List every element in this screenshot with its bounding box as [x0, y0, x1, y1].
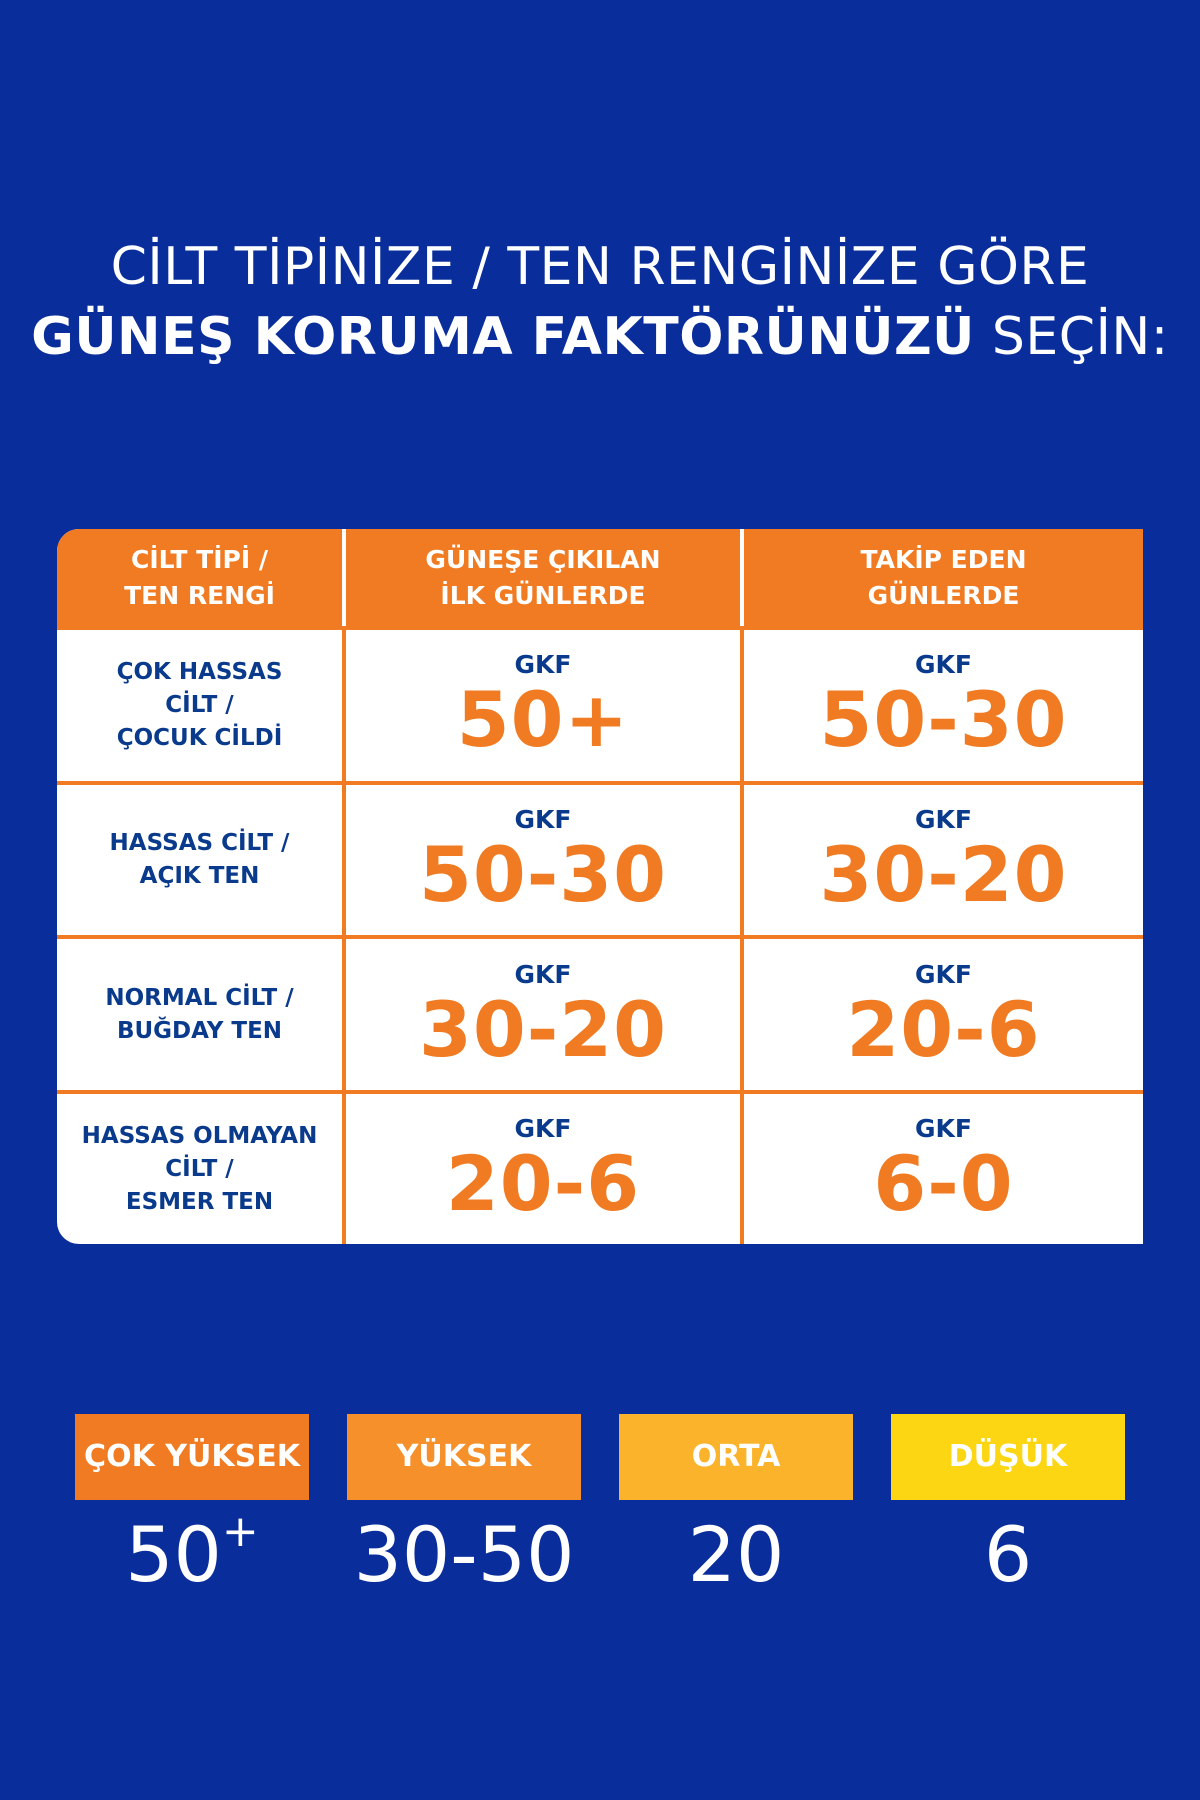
legend-value-number: 30-50 [353, 1510, 575, 1599]
header-following-days: TAKİP EDEN GÜNLERDE [742, 529, 1143, 628]
spf-value: 20-6 [846, 984, 1041, 1074]
heading-bold-text: GÜNEŞ KORUMA FAKTÖRÜNÜZÜ [31, 307, 975, 367]
legend-value [619, 1510, 853, 1600]
row-label: HASSAS CİLT / AÇIK TEN [57, 783, 344, 938]
heading-line-2 [0, 302, 1200, 372]
heading-regular-text: SEÇİN: [974, 307, 1169, 367]
cell-first-days [344, 783, 742, 938]
legend-item-high [347, 1414, 581, 1600]
cell-following-days [742, 937, 1143, 1092]
spf-value: 20-6 [445, 1139, 641, 1228]
spf-value: 50-30 [819, 675, 1068, 765]
legend-badge [347, 1414, 581, 1500]
legend-badge [891, 1414, 1125, 1500]
gkf-label: GKF [514, 959, 572, 989]
cell-following-days [742, 628, 1143, 783]
gkf-label: GKF [915, 805, 972, 834]
spf-value: 30-20 [819, 830, 1068, 919]
table-row [57, 628, 1143, 783]
table-row [57, 937, 1143, 1092]
gkf-label: GKF [915, 650, 972, 680]
spf-value: 30-20 [418, 984, 668, 1074]
heading-line-1: CİLT TİPİNİZE / TEN RENGİNİZE GÖRE [110, 237, 1090, 297]
table-row [57, 783, 1143, 938]
page-heading [0, 232, 1200, 372]
gkf-label: GKF [514, 650, 572, 680]
row-label: NORMAL CİLT / BUĞDAY TEN [57, 937, 344, 1092]
spf-value: 50+ [456, 675, 630, 765]
spf-value: 50-30 [418, 830, 668, 919]
legend-label: DÜŞÜK [948, 1439, 1068, 1474]
header-first-days: GÜNEŞE ÇIKILAN İLK GÜNLERDE [344, 529, 742, 628]
gkf-label: GKF [514, 1114, 572, 1143]
row-label: ÇOK HASSAS CİLT / ÇOCUK CİLDİ [57, 628, 344, 783]
spf-table [57, 529, 1143, 1244]
cell-first-days [344, 628, 742, 783]
spf-value: 6-0 [873, 1139, 1014, 1228]
table-row [57, 1092, 1143, 1244]
legend-value [347, 1510, 581, 1600]
gkf-label: GKF [915, 959, 972, 989]
legend-badge [619, 1414, 853, 1500]
legend-badge [75, 1414, 309, 1500]
legend-value [75, 1506, 309, 1600]
legend-label: YÜKSEK [396, 1439, 532, 1474]
cell-following-days [742, 783, 1143, 938]
gkf-label: GKF [514, 805, 572, 834]
legend-value-number: 6 [983, 1510, 1033, 1599]
row-label: HASSAS OLMAYAN CİLT / ESMER TEN [57, 1092, 344, 1244]
cell-first-days [344, 1092, 742, 1244]
cell-first-days [344, 937, 742, 1092]
legend-value [891, 1510, 1125, 1600]
legend-value-sup: + [221, 1506, 259, 1557]
legend-label: ÇOK YÜKSEK [84, 1439, 300, 1474]
cell-following-days [742, 1092, 1143, 1244]
gkf-label: GKF [915, 1114, 972, 1143]
legend-value-number: 50 [125, 1510, 222, 1599]
legend-item-low [891, 1414, 1125, 1600]
header-skin-type: CİLT TİPİ / TEN RENGİ [57, 529, 344, 628]
legend-value-number: 20 [687, 1510, 785, 1599]
legend-label: ORTA [691, 1439, 781, 1474]
legend-item-medium [619, 1414, 853, 1600]
legend-item-very-high [75, 1414, 309, 1600]
